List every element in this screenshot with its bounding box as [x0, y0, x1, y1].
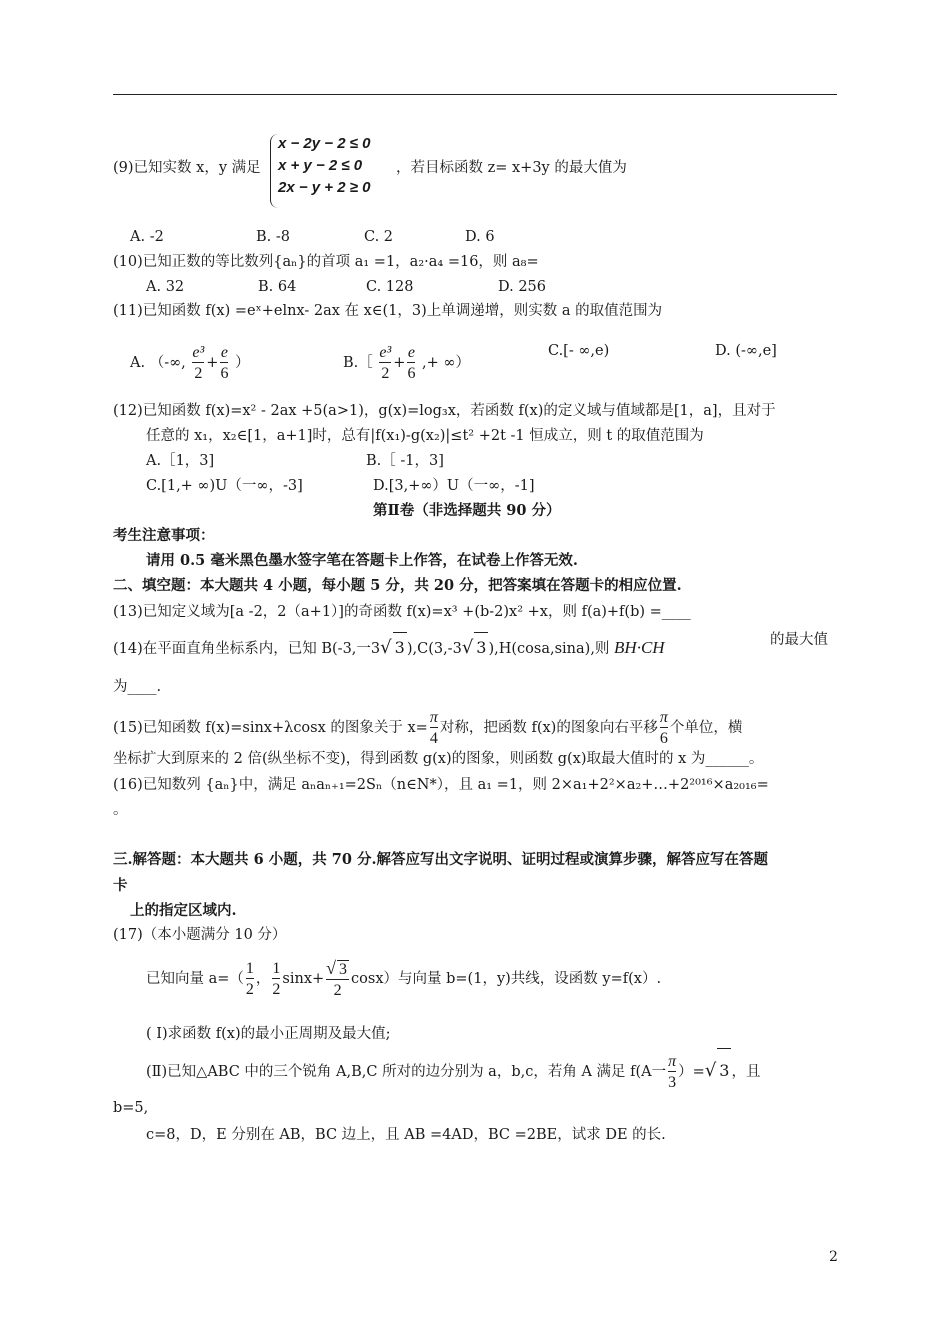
q17-part2-c: ，且: [731, 1064, 761, 1080]
vector-bh: BH: [614, 638, 637, 657]
q17-part2-b: ）=: [678, 1064, 705, 1080]
q12-option-b: B.［ -1，3]: [366, 453, 444, 469]
q12-option-d: D.[3,+∞）U（一∞，-1]: [373, 478, 535, 494]
dot-operator: ·: [636, 638, 641, 657]
q17-part2-a: (Ⅱ)已知△ABC 中的三个锐角 A,B,C 所对的边分别为 a，b,c，若角 A 满足 f(A一: [146, 1064, 667, 1080]
q17-vector-part2: sinx+: [282, 971, 325, 987]
q9-option-b: B. -8: [256, 229, 290, 245]
q11-option-c: C.[- ∞,e): [548, 343, 610, 359]
q16-line1: (16)已知数列 {aₙ}中，满足 aₙaₙ₊₁=2Sₙ（n∈N*），且 a₁ =1，则 2×a₁+2²×a₂+…+2²⁰¹⁶×a₂₀₁₆=: [113, 777, 769, 793]
q10-option-c: C. 128: [366, 279, 414, 295]
vector-ch: CH: [640, 638, 665, 657]
q15-line2: 坐标扩大到原来的 2 倍(纵坐标不变)，得到函数 g(x)的图象，则函数 g(x)取最大值时的 x 为______。: [113, 751, 764, 767]
q11-option-b-suffix: ,+ ∞）: [422, 355, 470, 371]
q12-line1: (12)已知函数 f(x)=x² - 2ax +5(a>1)，g(x)=log₃x，若函数 f(x)的定义域与值域都是[1，a]，且对于: [113, 403, 776, 419]
q11-option-b: B.［ $\frac{\text{e³}}{2}$ + $\frac{e}{6}$ ,+ ∞）: [343, 343, 470, 382]
q17-part1: ( I)求函数 f(x)的最小正周期及最大值;: [146, 1026, 391, 1042]
fill-in-header: 二、填空题：本大题共 4 小题，每小题 5 分，共 20 分，把答案填在答题卡的相应位置.: [113, 577, 682, 594]
q11-option-d: D. (-∞,e]: [715, 343, 777, 359]
q14-part1: (14)在平面直角坐标系内，已知 B(-3,一3: [113, 641, 381, 657]
fraction: $\frac{e}{6}$: [407, 343, 416, 382]
answer-header-line2: 卡: [113, 877, 128, 894]
q9-constraints: [278, 133, 370, 199]
q9-lead: (9)已知实数 x，y 满足: [113, 160, 261, 176]
q9-tail: ，若目标函数 z= x+3y 的最大值为: [396, 160, 627, 176]
fraction: $\frac{\text{e³}}{2}$: [192, 343, 205, 382]
q10-option-b: B. 64: [258, 279, 297, 295]
sqrt-radicand: 3: [717, 1048, 731, 1093]
fraction: $\frac{e}{6}$: [220, 343, 229, 382]
fraction: $\frac{\pi}{4}$: [429, 708, 438, 747]
notice-title: 考生注意事项：: [113, 527, 215, 544]
fraction: $\frac{\pi}{3}$: [668, 1052, 677, 1091]
q15-part1: (15)已知函数 f(x)=sinx+λcosx 的图象关于 x=: [113, 720, 428, 736]
q10-option-d: D. 256: [498, 279, 547, 295]
sqrt-sign: √: [461, 637, 474, 658]
q13-text: (13)已知定义域为[a -2，2（a+1）]的奇函数 f(x)=x³ +(b-2)x² +x，则 f(a)+f(b) =____: [113, 604, 691, 620]
fraction: $\frac{\text{e³}}{2}$: [379, 343, 392, 382]
q9-constraint-1: x − 2y − 2 ≤ 0: [278, 135, 371, 152]
q9-constraint-2: x + y − 2 ≤ 0: [278, 157, 363, 174]
q17-part2-line2: b=5,: [113, 1100, 149, 1116]
q14-tail: 的最大值: [770, 632, 828, 648]
notice-text: 请用 0.5 毫米黑色墨水签字笔在答题卡上作答，在试卷上作答无效.: [146, 552, 578, 569]
sqrt-radicand: 3: [393, 632, 407, 663]
q15-part3: 个单位，横: [669, 720, 743, 736]
section-2-title: 第Ⅱ卷（非选择题共 90 分）: [373, 502, 561, 519]
answer-header-line3: 上的指定区域内.: [130, 902, 237, 919]
q9-option-d: D. 6: [465, 229, 495, 245]
q12-option-c: C.[1,+ ∞)U（一∞，-3]: [146, 478, 303, 494]
q10-text: (10)已知正数的等比数列{aₙ}的首项 a₁ =1，a₂·a₄ =16，则 a₈=: [113, 254, 539, 270]
q9-option-c: C. 2: [364, 229, 394, 245]
sqrt-sign: √: [704, 1060, 717, 1081]
fraction: $\frac{1}{2}$: [245, 959, 254, 998]
q17-vector-line: 已知向量 a=（ $\frac{1}{2}$ ， $\frac{1}{2}$ sinx+ $\frac{√ 3}{2}$ cosx）与向量 b=(1，y)共线，设函数 y=f(x）.: [146, 957, 662, 999]
answer-header-line1: 三.解答题：本大题共 6 小题，共 70 分.解答应写出文字说明、证明过程或演算步骤，解答应写在答题: [113, 851, 769, 868]
q10-option-a: A. 32: [146, 279, 185, 295]
q11-option-b-prefix: B.［: [343, 355, 373, 371]
q11-text: (11)已知函数 f(x) =eˣ+elnx- 2ax 在 x∈(1，3)上单调递增，则实数 a 的取值范围为: [113, 303, 663, 319]
q12-line2: 任意的 x₁，x₂∈[1，a+1]时，总有|f(x₁)-g(x₂)|≤t² +2t -1 恒成立，则 t 的取值范围为: [146, 428, 704, 444]
q14-part2: ),C(3,-3: [406, 641, 462, 657]
q14-part3: ),H(cosa,sina),则: [488, 641, 610, 657]
q17-part2-line3: c=8，D，E 分别在 AB，BC 边上，且 AB =4AD，BC =2BE，试求 DE 的长.: [146, 1127, 666, 1143]
q15-line1: [113, 706, 742, 750]
q16-line2: 。: [113, 802, 128, 818]
q11-option-a: A. （-∞, $\frac{\text{e³}}{2}$ + $\frac{e}{6}$ ）: [130, 343, 250, 382]
q11-option-a-prefix: A. （-∞,: [130, 355, 186, 371]
fraction: $\frac{√ 3}{2}$: [326, 957, 348, 999]
sqrt-radicand: 3: [474, 632, 488, 663]
q17-vector-part3: cosx）与向量 b=(1，y)共线，设函数 y=f(x）.: [351, 971, 662, 987]
q9-constraint-3: 2x − y + 2 ≥ 0: [278, 179, 371, 196]
q15-part2: 对称，把函数 f(x)的图象向右平移: [439, 720, 658, 736]
q14-line2: 为____.: [113, 679, 162, 695]
q17-vector-part1: 已知向量 a=（: [146, 971, 244, 987]
fraction: $\frac{\pi}{6}$: [659, 708, 668, 747]
q14-line1: [113, 632, 665, 664]
sqrt-sign: √: [380, 637, 392, 658]
fraction: $\frac{1}{2}$: [272, 959, 281, 998]
page-number: 2: [829, 1249, 838, 1265]
q12-option-a: A.［1，3]: [146, 453, 215, 469]
q17-title: (17)（本小题满分 10 分）: [113, 927, 287, 943]
q17-part2-line1: [146, 1048, 760, 1094]
q11-option-a-suffix: ）: [235, 355, 250, 371]
header-rule: [113, 94, 837, 95]
q9-option-a: A. -2: [130, 229, 164, 245]
